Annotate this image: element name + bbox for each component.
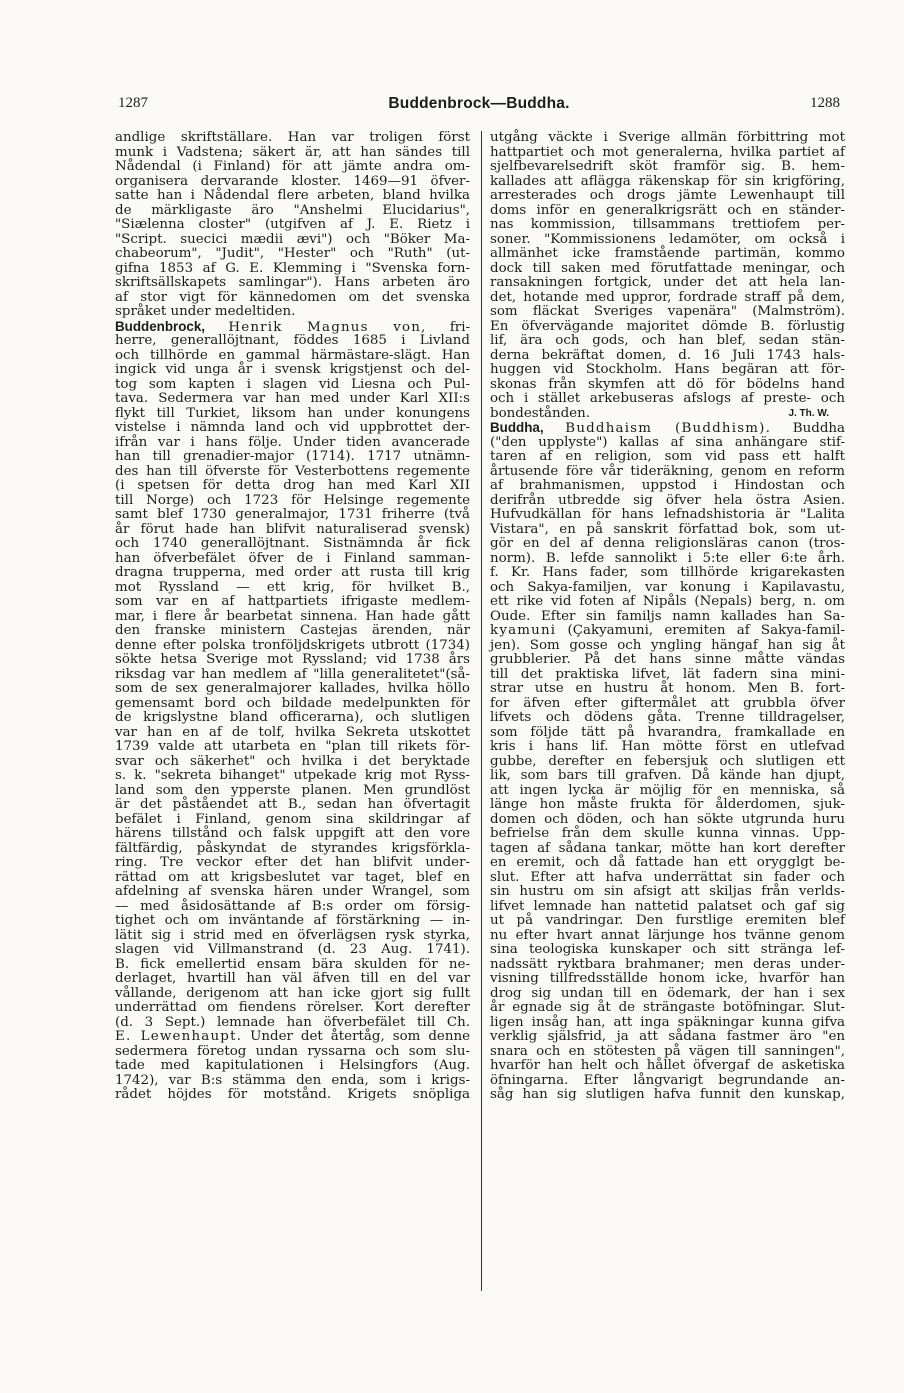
line-text: huggen vid Stockholm. Hans begäran att för- — [490, 362, 845, 377]
line-text: befrielse från dem skulle kunna vinnas. Upp- — [490, 826, 845, 841]
line-text: Hufvudkällan för hans lefnadshistoria är "Lalita — [490, 507, 845, 522]
line-text: satte han i Nådendal flere arbeten, bland hvilka — [115, 188, 470, 203]
line-text: kris i hans lif. Han mötte först en utlefvad — [490, 739, 845, 754]
line-text: tagen af sådana tankar, mötte han kort derefter — [490, 840, 845, 856]
line-text: slagen vid Villmanstrand (d. 23 Aug. 1741). — [115, 942, 470, 957]
line-text: lifvets och dödens gåta. Trenne tilldragelser, — [490, 710, 845, 725]
line-text: som var en af hattpartiets ifrigaste medlem- — [115, 594, 470, 609]
text-line — [490, 421, 845, 436]
text-line — [490, 943, 845, 958]
line-text: skriftsällskapets samlingar"). Hans arbeten äro — [115, 275, 470, 290]
line-text: organisera dervarande kloster. 1469—91 öfver- — [115, 173, 470, 189]
text-line — [490, 987, 845, 1002]
line-text: domen och döden, och han sökte utgrunda huru — [490, 811, 845, 827]
text-line — [115, 276, 470, 291]
line-text: tade med kapitulationen i Helsingfors (Aug. — [115, 1058, 470, 1073]
line-text: underrättad om fiendens rörelser. Kort derefter — [115, 1000, 470, 1015]
text-line — [115, 160, 470, 175]
line-text: ransakningen fortgick, under det att hela lan- — [490, 275, 845, 290]
line-text: år egnade sig åt de strängaste botöfningar. Slut- — [490, 1000, 845, 1015]
line-text: är det påståendet att B., sedan han öfvertagit — [115, 797, 470, 812]
line-text: de krigslystne bland officerarna), och slutligen — [115, 710, 470, 725]
text-line — [490, 595, 845, 610]
line-text: utgång väckte i Sverige allmän förbittring mot — [490, 130, 845, 145]
line-text: som fläckat Sveriges vapenära" (Malmström). — [490, 304, 845, 319]
text-line — [490, 871, 845, 886]
line-text: hvarför han helt och hållet öfvergaf de asketiska — [490, 1058, 845, 1073]
line-text: årtusende före vår tideräkning, genom en reform — [490, 463, 845, 479]
text-line — [490, 842, 845, 857]
line-text: s. k. "sekreta bihanget" utpekade krig mot Ryss- — [115, 768, 470, 783]
text-line — [115, 885, 470, 900]
line-text: nas kommission, tillsammans trettiofem per- — [490, 217, 845, 232]
line-text: (Çakyamuni, eremiten af Sakya-famil- — [567, 623, 845, 638]
text-line — [115, 914, 470, 929]
line-text: En öfvervägande majoritet dömde B. förlustig — [490, 318, 845, 334]
line-text: ifrån var i hans följe. Under tiden avancerade — [115, 434, 470, 450]
line-text: Nådendal (i Finland) för att jämte andra om- — [115, 159, 470, 174]
line-text: snara och en stötesten på vägen till sanningen", — [490, 1043, 845, 1059]
text-line — [115, 494, 470, 509]
text-line — [490, 305, 845, 320]
text-line — [490, 494, 845, 509]
text-line — [115, 958, 470, 973]
line-text: tava. Sedermera var han med under Karl XII:s — [115, 391, 470, 406]
running-title: Buddenbrock—Buddha. — [388, 95, 570, 112]
line-text: — med åsidosättande af B:s order om försig- — [115, 898, 470, 914]
text-line — [490, 537, 845, 552]
line-text: gemensamt bord och bildade medelpunkten för — [115, 695, 470, 711]
line-text: Vistara", en på sanskrit författad bok, som ut- — [490, 521, 845, 537]
text-line — [490, 508, 845, 523]
text-line — [115, 987, 470, 1002]
text-line — [490, 189, 845, 204]
text-line — [115, 929, 470, 944]
line-text: han till grenadier-major (1714). 1717 utnämn- — [115, 449, 470, 464]
line-text: lif, ära och gods, och han blef, sedan stän- — [490, 333, 845, 348]
text-line — [490, 755, 845, 770]
text-line — [115, 624, 470, 639]
line-text: afdelning af svenska hären under Wrangel, som — [115, 884, 470, 899]
line-text: gubbe, derefter en febersjuk och slutligen ett — [490, 753, 845, 769]
line-text: jen). Som gosse och yngling hängaf han sig åt — [490, 637, 845, 653]
left-column — [115, 131, 470, 1103]
text-line — [115, 552, 470, 567]
text-line — [490, 914, 845, 929]
line-text: kallades att aflägga räkenskap för sin krigföring, — [490, 173, 845, 189]
text-line — [115, 450, 470, 465]
line-text: "Script. suecici mædii ævi") och "Böker Ma- — [115, 231, 470, 247]
line-text: 1742), var B:s stämma den enda, som i krigs- — [115, 1072, 470, 1088]
line-text: länge hon måste frukta för ålderdomen, sjuk- — [490, 797, 845, 812]
text-line — [490, 392, 845, 407]
line-text: andlige skriftställare. Han var troligen först — [115, 130, 470, 145]
text-line — [115, 465, 470, 480]
text-line — [490, 1001, 845, 1016]
text-line — [490, 523, 845, 538]
line-text: doms inför en generalkrigsrätt och en ständer- — [490, 202, 845, 218]
text-line — [115, 436, 470, 451]
line-text: ingick vid unga år i svensk krigstjenst och del- — [115, 362, 470, 377]
line-text: tog som kapten i slagen vid Liesna och Pul- — [115, 376, 470, 392]
text-line — [115, 653, 470, 668]
text-line — [490, 929, 845, 944]
text-line — [115, 508, 470, 523]
line-text: härens tillstånd och falsk uppgift att den vore — [115, 826, 470, 841]
line-text: Oude. Efter sin familjs namn kallades han Sa- — [490, 608, 845, 624]
line-text: drog sig undan till en ödemark, der han i sex — [490, 985, 845, 1001]
text-line — [490, 581, 845, 596]
text-line — [490, 740, 845, 755]
text-line — [490, 900, 845, 915]
page-number-right: 1288 — [810, 95, 840, 111]
text-line — [490, 1045, 845, 1060]
text-line — [490, 653, 845, 668]
text-line — [115, 218, 470, 233]
text-line — [115, 726, 470, 741]
text-line — [490, 682, 845, 697]
text-line — [490, 291, 845, 306]
line-text: det, hotande med uppror, fordrade straff på dem, — [490, 289, 845, 305]
line-text: grubblerier. På det hans sinne måtte vändas — [490, 652, 845, 667]
text-line — [490, 798, 845, 813]
line-text: 1739 valde att utarbeta en "plan till rikets för- — [115, 739, 470, 754]
line-text: och Sakya-familjen, var konung i Kapilavastu, — [490, 579, 845, 595]
line-text: nu efter hvart annat lärjunge hos tvänne genom — [490, 927, 845, 943]
line-text: "Siælenna closter" (utgifven af J. E. Rietz i — [115, 217, 470, 232]
text-line — [490, 769, 845, 784]
line-text: till Norge) och 1723 för Helsinge regemente — [115, 492, 470, 508]
text-line — [490, 349, 845, 364]
line-text: sedermera företog undan ryssarna och som slu- — [115, 1043, 470, 1059]
text-line — [115, 175, 470, 190]
text-line — [115, 856, 470, 871]
text-line — [115, 378, 470, 393]
text-line — [490, 668, 845, 683]
line-text: sin hustru om sin afsigt att skiljas från verlds- — [490, 884, 845, 899]
line-text: chabeorum", "Judit", "Hester" och "Ruth" (ut- — [115, 246, 470, 261]
line-text: skonas från skymfen att dö för bödelns hand — [490, 376, 845, 392]
text-line — [490, 610, 845, 625]
text-line — [490, 146, 845, 161]
line-text: for äfven efter giftermålet att grubbla öfver — [490, 695, 845, 711]
text-line — [115, 363, 470, 378]
text-line — [490, 436, 845, 451]
line-text: lifvet lemnade han nattetid palatset och gaf sig — [490, 898, 845, 914]
line-text: den franske ministern Castejas ärenden, när — [115, 623, 470, 638]
line-text: denne efter polska tronföljdskrigets utbrott (1734) — [115, 637, 470, 653]
text-line — [115, 755, 470, 770]
text-line — [490, 639, 845, 654]
line-text: svar och säkerhet" och hvilka i det beryktade — [115, 753, 470, 769]
line-text: lik, som bars till grafven. Då kände han djupt, — [490, 768, 845, 783]
line-text: soner. "Kommissionens ledamöter, om också i — [490, 231, 845, 247]
text-line — [115, 305, 470, 320]
line-text: vistelse i nämnda land och vid uppbrottet der- — [115, 420, 470, 435]
line-text: och 1740 generallöjtnant. Sistnämnda år fick — [115, 536, 470, 551]
text-line — [115, 1059, 470, 1074]
line-text: att ingen lycka är möjlig för en menniska, så — [490, 782, 845, 798]
text-line — [115, 233, 470, 248]
text-line — [115, 407, 470, 422]
text-line — [115, 392, 470, 407]
line-text: taren af en religion, som vid pass ett halft — [490, 449, 845, 464]
text-line — [115, 784, 470, 799]
text-line — [490, 218, 845, 233]
line-text: befälet i Finland, genom sina skildringar af — [115, 811, 470, 827]
text-line — [490, 972, 845, 987]
text-line — [115, 842, 470, 857]
text-line — [490, 320, 845, 335]
line-text: var han en af de tolf, hvilka Sekreta utskottet — [115, 724, 470, 740]
text-line — [490, 334, 845, 349]
text-line — [490, 262, 845, 277]
text-line — [115, 566, 470, 581]
text-line — [490, 450, 845, 465]
author-signature: J. Th. W. — [788, 407, 829, 419]
line-text: samt blef 1730 generalmajor, 1731 friherre (två — [115, 507, 470, 522]
page-number-left: 1287 — [118, 95, 148, 111]
text-line — [490, 552, 845, 567]
line-text: rättad om att krigsbeslutet var taget, blef en — [115, 869, 470, 885]
headword: Buddha, — [490, 420, 544, 435]
text-line — [115, 247, 470, 262]
text-line — [490, 566, 845, 581]
text-line — [115, 204, 470, 219]
line-text: dock till saken med förutfattade meningar, och — [490, 260, 845, 276]
text-line — [490, 465, 845, 480]
text-line — [115, 610, 470, 625]
line-text: herre, generallöjtnant, föddes 1685 i Livland — [115, 333, 470, 348]
line-text: mot Ryssland — ett krig, för hvilket B., — [115, 579, 470, 595]
line-text: verklig själsfrid, ja att sådana fastmer äro "en — [490, 1029, 845, 1044]
spaced-name: E. Lewenhaupt. — [115, 1029, 243, 1044]
text-line — [490, 784, 845, 799]
text-line — [115, 479, 470, 494]
headword: Buddenbrock, — [115, 318, 206, 334]
text-line — [115, 697, 470, 712]
text-line — [115, 798, 470, 813]
text-line — [115, 595, 470, 610]
text-line — [490, 697, 845, 712]
text-line — [490, 131, 845, 146]
text-line — [490, 233, 845, 248]
line-text: slut. Efter att hafva underrättat sin fader och — [490, 869, 845, 885]
text-line — [115, 1016, 470, 1031]
line-text: derna bekräftat domen, d. 16 Juli 1743 hals- — [490, 347, 845, 363]
text-line — [115, 1088, 470, 1103]
line-text: arresterades och drogs jämte Lewenhaupt till — [490, 188, 845, 203]
text-line — [115, 146, 470, 161]
line-text: (d. 3 Sept.) lemnade han öfverbefälet till Ch. — [115, 1014, 470, 1030]
spaced-name: Buddhaism (Buddhism). — [565, 421, 772, 436]
line-text: hattpartiet och mot generalerna, hvilka partiet af — [490, 144, 845, 160]
line-text: vållande, derigenom att han icke gjort sig fullt — [115, 985, 470, 1001]
text-line — [490, 827, 845, 842]
text-line — [115, 349, 470, 364]
page-header — [118, 95, 840, 117]
text-line — [490, 378, 845, 393]
text-line — [115, 711, 470, 726]
line-text: dragna trupperna, med order att rusta till krig — [115, 565, 470, 580]
text-line — [490, 885, 845, 900]
line-text: fältfärdig, påskyndat de styrandes krigsförkla- — [115, 840, 470, 856]
text-line — [115, 291, 470, 306]
line-text: ("den upplyste") kallas af sina anhängare stif- — [490, 434, 845, 450]
text-line — [490, 1016, 845, 1031]
line-text: visning tillfredsställde honom icke, hvarför han — [490, 971, 845, 986]
text-line — [490, 363, 845, 378]
line-text: och i stället arkebuseras afslogs af preste- och — [490, 391, 845, 406]
line-text: riksdag var han medlem af "lilla generalitetet"(så- — [115, 666, 470, 682]
text-line — [490, 1074, 845, 1089]
right-column — [490, 131, 845, 1103]
line-text: strar utse en hustru åt honom. Men B. fort- — [490, 681, 845, 696]
text-line — [115, 827, 470, 842]
text-line — [115, 668, 470, 683]
line-text: norm). B. lefde sannolikt i 5:te eller 6:te årh. — [490, 550, 845, 566]
text-line — [490, 160, 845, 175]
text-line — [115, 871, 470, 886]
line-text: af brahmanismen, uppstod i Hindostan och — [490, 478, 845, 493]
line-text: ut på vandringar. Den furstlige eremiten blef — [490, 913, 845, 928]
text-line — [115, 682, 470, 697]
line-text: som de sex generalmajorer kallades, hvilka höllo — [115, 681, 470, 696]
line-text: de märkligaste äro "Anshelmi Elucidarius", — [115, 202, 470, 218]
text-line — [490, 1088, 845, 1103]
line-text: ligen insåg han, att inga späkningar kunna gifva — [490, 1014, 845, 1030]
line-text: derlaget, hvartill han väl äfven till en del var — [115, 971, 470, 986]
line-text: bondestånden. — [490, 405, 590, 421]
text-line — [115, 320, 470, 335]
line-text: till det praktiska lifvet, lät fadern sina mini- — [490, 666, 845, 682]
line-text: gifna 1853 af G. E. Klemming i "Svenska forn- — [115, 260, 470, 276]
line-text: B. fick emellertid ensam bära skulden för ne- — [115, 956, 470, 972]
line-text: och tillhörde en gammal härmästare-slägt. Han — [115, 347, 470, 363]
line-text: Under det återtåg, som denne — [250, 1029, 470, 1044]
line-text: såg han sig slutligen hafva funnit den kunskap, — [490, 1087, 845, 1102]
text-line — [115, 740, 470, 755]
text-line — [490, 247, 845, 262]
text-line — [115, 523, 470, 538]
text-line — [115, 1045, 470, 1060]
line-text: munk i Vadstena; säkert är, att han sändes till — [115, 144, 470, 160]
line-text: språket under medeltiden. — [115, 304, 296, 319]
line-text: han öfverbefälet öfver de i Finland samman- — [115, 550, 470, 566]
line-text: flykt till Turkiet, liksom han under konungens — [115, 405, 470, 421]
line-text: som följde tätt på hvarandra, framkallade en — [490, 724, 845, 740]
text-line — [115, 189, 470, 204]
text-line — [115, 900, 470, 915]
text-line — [115, 421, 470, 436]
text-line — [115, 1074, 470, 1089]
line-text: mar, i flere år bearbetat sinnena. Han hade gått — [115, 608, 470, 624]
line-text: tighet och om inväntande af förstärkning — in- — [115, 913, 470, 928]
text-line — [490, 856, 845, 871]
line-text: derifrån utbredde sig öfver hela östra Asien. — [490, 492, 845, 508]
text-line — [490, 624, 845, 639]
spaced-name: kyamuni — [490, 623, 557, 638]
text-line — [115, 581, 470, 596]
line-text: öfningarna. Efter långvarigt begrundande an- — [490, 1072, 845, 1088]
line-text: (i spetsen för detta drog han med Karl XII — [115, 478, 470, 493]
line-text: lätit sig i strid med en öfverlägsen rysk styrka, — [115, 927, 470, 943]
text-line — [490, 1030, 845, 1045]
line-text: ett rike vid foten af Nipåls (Nepals) berg, n. om — [490, 594, 845, 609]
text-line — [115, 769, 470, 784]
text-line — [490, 711, 845, 726]
text-line — [490, 407, 845, 422]
text-line — [490, 175, 845, 190]
text-line — [115, 943, 470, 958]
line-text: af stor vigt för kännedomen om det svenska — [115, 289, 470, 305]
line-text: land som den ypperste planen. Men grundlöst — [115, 782, 470, 798]
text-line — [490, 479, 845, 494]
text-line — [490, 813, 845, 828]
line-text: gör en del af denna religionsläras canon (tros- — [490, 536, 845, 551]
spaced-name: Henrik Magnus von, — [228, 319, 427, 335]
text-line — [115, 813, 470, 828]
line-text: fri- — [449, 319, 471, 335]
text-line — [115, 1030, 470, 1045]
line-text: sökte hetsa Sverige mot Ryssland; vid 1738 års — [115, 652, 470, 667]
line-text: allmänhet icke framstående partimän, kommo — [490, 246, 845, 261]
text-line — [115, 334, 470, 349]
text-line — [115, 262, 470, 277]
text-line — [115, 972, 470, 987]
line-text: rådet höjdes för motstånd. Krigets snöpliga — [115, 1087, 470, 1102]
column-divider — [481, 131, 482, 1291]
text-line — [490, 958, 845, 973]
text-line — [115, 1001, 470, 1016]
line-text: sina teologiska kunskaper och sitt stränga lef- — [490, 942, 845, 957]
line-text: des han till öfverste för Vesterbottens regemente — [115, 463, 470, 479]
text-line — [490, 1059, 845, 1074]
text-line — [490, 276, 845, 291]
line-text: en eremit, och då fattade han ett orygglgt be- — [490, 855, 845, 870]
text-line — [490, 204, 845, 219]
line-text: sjelfbevarelsedrift sköt framför sig. B. hem- — [490, 159, 845, 174]
text-line — [115, 131, 470, 146]
line-text: Buddha — [792, 421, 845, 436]
line-text: f. Kr. Hans fader, som tillhörde krigarekasten — [490, 565, 845, 580]
text-line — [115, 639, 470, 654]
line-text: ring. Tre veckor efter det han blifvit under- — [115, 855, 470, 870]
text-line — [490, 726, 845, 741]
line-text: nadssätt ryktbara brahmaner; men deras under- — [490, 956, 845, 972]
text-line — [115, 537, 470, 552]
line-text: år förut hade han blifvit naturaliserad svensk) — [115, 521, 470, 537]
